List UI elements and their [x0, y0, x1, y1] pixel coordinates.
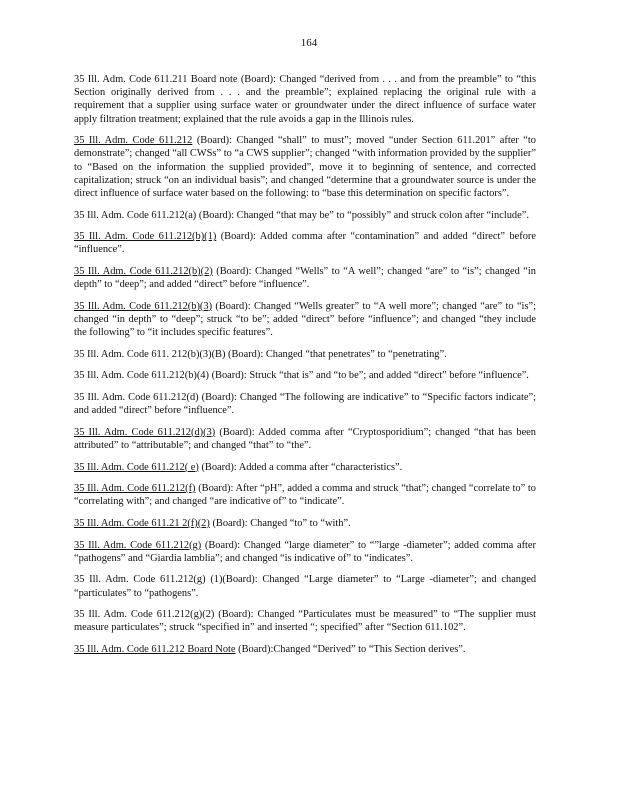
citation: 35 Ill. Adm. Code 611.212( e): [74, 461, 199, 473]
comment-text: Changed “Large diameter” to “Large -diameter”; and changed “particulates” to “pathogens”.: [74, 574, 537, 599]
citation: 35 Ill. Adm. Code 611.212(d)(3): [74, 426, 216, 438]
citation: 35 Ill. Adm. Code 611.212(f): [74, 483, 196, 495]
citation: 35 Ill. Adm. Code 611.212(g): [74, 539, 202, 551]
page-number: 164: [300, 37, 318, 49]
comment-text: (Board): Changed “that may be” to “possibly” and struck colon after “include”.: [196, 209, 529, 221]
comment-entry: [74, 643, 536, 656]
citation: 35 Ill. Adm. Code 611.212(g)(2): [74, 609, 215, 621]
comment-text: (Board): Added comma after “Cryptosporidium”; changed “that has been attributed” to “attributable”; and changed “that” to “the”.: [74, 426, 536, 451]
citation: 35 Ill. Adm. Code 611.212(a): [74, 209, 197, 221]
comment-text: (Board): Changed “shall” to must”; moved “under Section 611.201” after “to demonstrate”; changed “all CWSs” to “a CWS supplier”; changed “with information provided by the supplier” to “Based on the information the supplied provided”, move it to beginning of sentence, and corrected capitalization; struck “on an individual basis”; and changed “determine that a groundwater source is under the direct influence of surface water based on the following: to “base this determination on specific factors”.: [74, 135, 536, 200]
comment-entry: [74, 461, 536, 474]
citation: 35 Ill. Adm. Code 611.212(b)(3): [74, 300, 213, 312]
comment-text: (Board): Changed “Particulates must be measured” to “The supplier must measure particulates”; struck “specified in” and inserted “; specified” after “Section 611.102”.: [74, 609, 536, 634]
comment-entry: [74, 369, 536, 382]
comment-list: [74, 73, 536, 665]
comment-entry: [74, 482, 536, 508]
citation: 35 Ill. Adm. Code 611.212(g) (1)(Board):: [74, 574, 258, 586]
comment-entry: [74, 300, 536, 340]
citation: 35 Ill. Adm. Code 611.212(d): [74, 391, 199, 403]
comment-text: (Board): Added comma after “contamination” and added “direct” before “influence”.: [74, 231, 536, 256]
comment-entry: [74, 608, 536, 634]
comment-entry: [74, 230, 536, 256]
comment-entry: [74, 209, 536, 222]
comment-entry: [74, 517, 536, 530]
comment-entry: [74, 73, 536, 126]
comment-entry: [74, 348, 536, 361]
citation: 35 Ill. Adm. Code 611.212(b)(2): [74, 266, 213, 277]
comment-text: (Board): Added a comma after “characteristics”.: [198, 461, 403, 473]
comment-text: (Board): Changed “Wells” to “A well”; changed “are” to “is”; changed “in depth” to “deep”; and added “direct” before “influence”.: [74, 266, 536, 291]
comment-entry: [74, 426, 536, 452]
citation: 35 Ill. Adm. Code 611.212(b)(1): [74, 231, 217, 243]
citation: 35 Ill. Adm. Code 611.212(b)(4): [74, 370, 209, 382]
comment-entry: [74, 134, 536, 200]
citation: 35 Ill. Adm. Code 611.212 Board Note: [74, 643, 236, 655]
comment-text: (Board): Changed “that penetrates” to “penetrating”.: [225, 348, 447, 360]
citation: 35 Ill. Adm. Code 611. 212(b)(3)(B): [74, 348, 226, 360]
comment-text: (Board): After “pH”, added a comma and struck “that”; changed “correlate to” to “correlating with”; and changed “are indicative of” to “indicate”.: [74, 483, 536, 508]
comment-entry: [74, 391, 536, 417]
comment-text: (Board): Changed “large diameter” to “”large -diameter”; added comma after “pathogens” and “Giardia lamblia”; and changed “is indicative of” to “indicates”.: [74, 539, 536, 564]
comment-text: (Board): Changed “Wells greater” to “A well more”; changed “are” to “is”; changed “in depth” to “deep”; struck “to be”; added “direct” before “influence”; and changed “they include the following” to “it includes specific features”.: [74, 300, 536, 339]
comment-text: (Board): Changed “to” to “with”.: [209, 517, 351, 529]
comment-entry: [74, 265, 536, 291]
comment-text: (Board):Changed “Derived” to “This Section derives”.: [235, 643, 466, 655]
comment-entry: [74, 573, 536, 599]
comment-text: (Board): Changed “The following are indicative” to “Specific factors indicate”; and added “direct” before “influence”.: [74, 391, 536, 417]
comment-text: (Board): Changed “derived from . . . and from the preamble” to “this Section originally derived from . . . and the preamble”; explained replacing the original rule with a requirement that a supplier using surface water or groundwater under the direct influence of surface water apply filtration treatment; explained that the rule avoids a gap in the Illinois rules.: [74, 74, 536, 125]
citation: 35 Ill. Adm. Code 611.212: [74, 135, 193, 147]
comment-text: (Board): Struck “that is” and “to be”; and added “direct” before “influence”.: [208, 370, 529, 382]
comment-entry: [74, 539, 536, 565]
citation: 35 Ill. Adm. Code 611.21 2(f)(2): [74, 517, 210, 529]
citation: 35 Ill. Adm. Code 611.211 Board note: [74, 74, 238, 85]
